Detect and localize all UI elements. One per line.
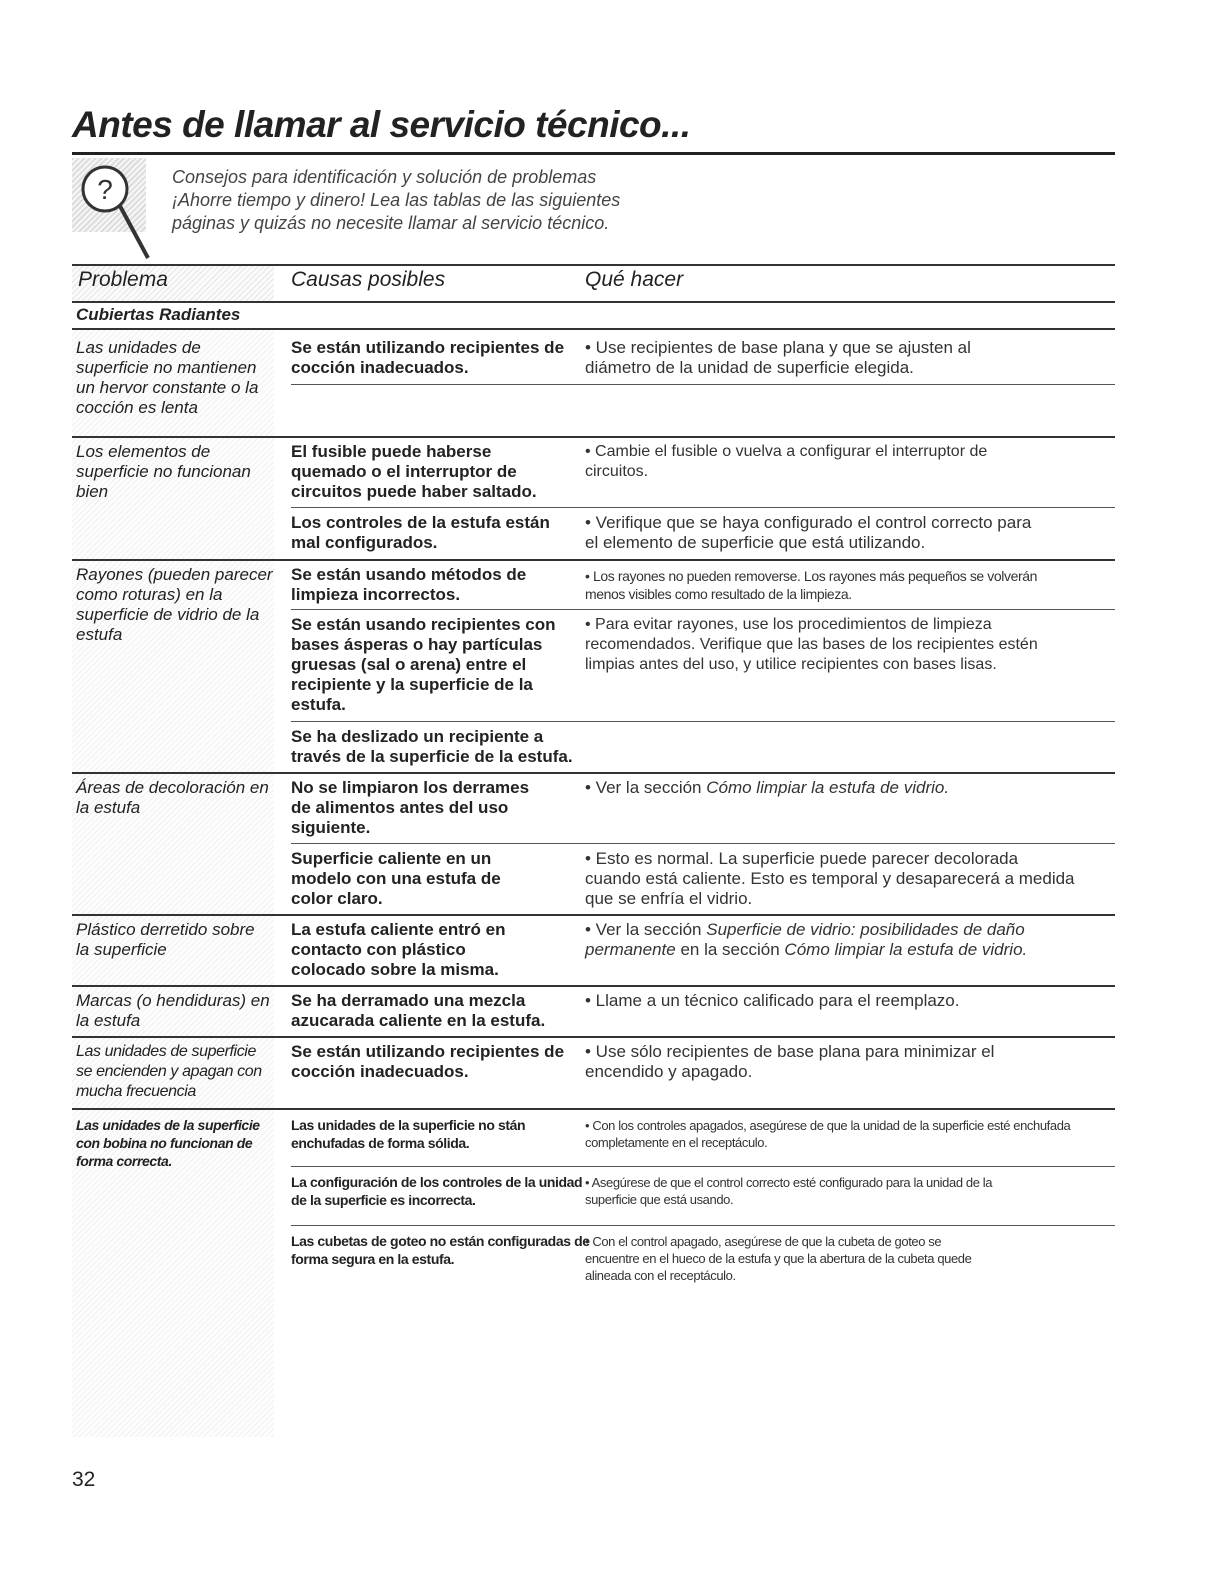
fix-text: • Ver la sección (585, 920, 707, 939)
fix-cell (585, 778, 1105, 798)
fix-cell: • Asegúrese de que el control correcto esté configurado para la unidad de la superficie que está usando. (585, 1175, 993, 1207)
row-rule (72, 1108, 1115, 1110)
header-causes: Causas posibles (291, 268, 446, 291)
fix-reference: Superficie de vidrio: posibilidades de daño permanente (585, 920, 1025, 959)
cause-cell: No se limpiaron los derrames de alimentos antes del uso siguiente. (291, 778, 530, 837)
fix-cell: • Para evitar rayones, use los procedimientos de limpieza recomendados. Verifique que las bases de los recipientes estén limpias antes del uso, y utilice recipientes con bases lisas. (585, 616, 1038, 673)
cause-cell: Se están utilizando recipientes de cocción inadecuados. (291, 338, 565, 377)
fix-cell: • Llame a un técnico calificado para el reemplazo. (585, 991, 960, 1010)
section-label: Cubiertas Radiantes (76, 305, 241, 324)
row-rule (72, 985, 1115, 987)
fix-cell: • Con el control apagado, asegúrese de que la cubeta de goteo se encuentre en el hueco de la estufa y que la abertura de la cubeta quede alineada con el receptáculo. (585, 1234, 972, 1283)
cause-cell: Las cubetas de goteo no están configuradas de forma segura en la estufa. (291, 1233, 590, 1267)
fix-reference: Cómo limpiar la estufa de vidrio. (784, 940, 1028, 959)
problem-cell: Las unidades de superficie no mantienen un hervor constante o la cocción es lenta (76, 338, 259, 417)
intro-line: páginas y quizás no necesite llamar al servicio técnico. (172, 213, 610, 233)
item-rule (291, 721, 1115, 722)
cause-cell: Se ha derramado una mezcla azucarada caliente en la estufa. (291, 991, 546, 1030)
fix-cell: • Use sólo recipientes de base plana para minimizar el encendido y apagado. (585, 1042, 995, 1081)
table-top-rule (72, 264, 1115, 266)
fix-cell: • Cambie el fusible o vuelva a configurar el interruptor de circuitos. (585, 443, 988, 480)
fix-text: • Ver la sección (585, 778, 707, 797)
page-number: 32 (72, 1468, 96, 1491)
item-rule (291, 609, 1115, 610)
problem-cell: Plástico derretido sobre la superficie (76, 920, 255, 959)
row-rule (72, 559, 1115, 561)
item-rule (291, 1225, 1115, 1226)
fix-text: en la sección (675, 940, 785, 959)
fix-cell: • Esto es normal. La superficie puede parecer decolorada cuando está caliente. Esto es temporal y desaparecerá a medida que se enfría el vidrio. (585, 849, 1075, 908)
cause-cell: Las unidades de la superficie no stán enchufadas de forma sólida. (291, 1117, 526, 1151)
cause-cell: El fusible puede haberse quemado o el interruptor de circuitos puede haber saltado. (291, 442, 537, 501)
item-rule (291, 384, 1115, 385)
cause-cell: La configuración de los controles de la unidad de la superficie es incorrecta. (291, 1174, 583, 1208)
problem-cell: Marcas (o hendiduras) en la estufa (76, 991, 270, 1030)
row-rule (72, 772, 1115, 774)
cause-cell: Se ha deslizado un recipiente a través de la superficie de la estufa. (291, 727, 573, 766)
svg-text:?: ? (97, 174, 113, 205)
fix-cell: • Los rayones no pueden removerse. Los rayones más pequeños se volverán menos visibles como resultado de la limpieza. (585, 568, 1038, 602)
cause-cell: La estufa caliente entró en contacto con plástico colocado sobre la misma. (291, 920, 506, 979)
fix-cell: • Verifique que se haya configurado el control correcto para el elemento de superficie que está utilizando. (585, 513, 1032, 552)
fix-cell: • Use recipientes de base plana y que se ajusten al diámetro de la unidad de superficie elegida. (585, 338, 971, 377)
item-rule (291, 843, 1115, 844)
row-rule (72, 436, 1115, 438)
cause-cell: Se están usando métodos de limpieza incorrectos. (291, 565, 527, 604)
fix-reference: Cómo limpiar la estufa de vidrio. (706, 778, 950, 797)
header-bottom-rule (72, 301, 1115, 303)
title-rule (72, 152, 1115, 155)
cause-cell: Se están utilizando recipientes de cocción inadecuados. (291, 1042, 565, 1081)
problem-cell: Rayones (pueden parecer como roturas) en la superficie de vidrio de la estufa (76, 565, 273, 644)
header-problem: Problema (78, 268, 168, 291)
cause-cell: Los controles de la estufa están mal configurados. (291, 513, 550, 552)
problem-cell: Los elementos de superficie no funcionan bien (76, 442, 251, 501)
header-fix: Qué hacer (585, 268, 684, 291)
row-rule (72, 914, 1115, 916)
intro-line: Consejos para identificación y solución de problemas (172, 167, 597, 187)
problem-cell: Las unidades de la superficie con bobina no funcionan de forma correcta. (76, 1117, 260, 1169)
item-rule (291, 1166, 1115, 1167)
fix-cell: • Con los controles apagados, asegúrese de que la unidad de la superficie esté enchufada completamente en el receptáculo. (585, 1118, 1071, 1150)
cause-cell: Se están usando recipientes con bases ásperas o hay partículas gruesas (sal o arena) entre el recipiente y la superficie de la estufa. (291, 615, 556, 714)
problem-cell: Las unidades de superficie se encienden y apagan con mucha frecuencia (76, 1043, 262, 1100)
item-rule (291, 507, 1115, 508)
problem-cell: Áreas de decoloración en la estufa (76, 778, 269, 817)
page-title: Antes de llamar al servicio técnico... (72, 104, 691, 145)
intro-text (172, 166, 620, 235)
row-rule (72, 328, 1115, 330)
fix-cell (585, 920, 1075, 960)
intro-line: ¡Ahorre tiempo y dinero! Lea las tablas de las siguientes (172, 190, 621, 210)
cause-cell: Superficie caliente en un modelo con una estufa de color claro. (291, 849, 501, 908)
question-magnifier-icon (72, 158, 146, 232)
row-rule (72, 1036, 1115, 1038)
